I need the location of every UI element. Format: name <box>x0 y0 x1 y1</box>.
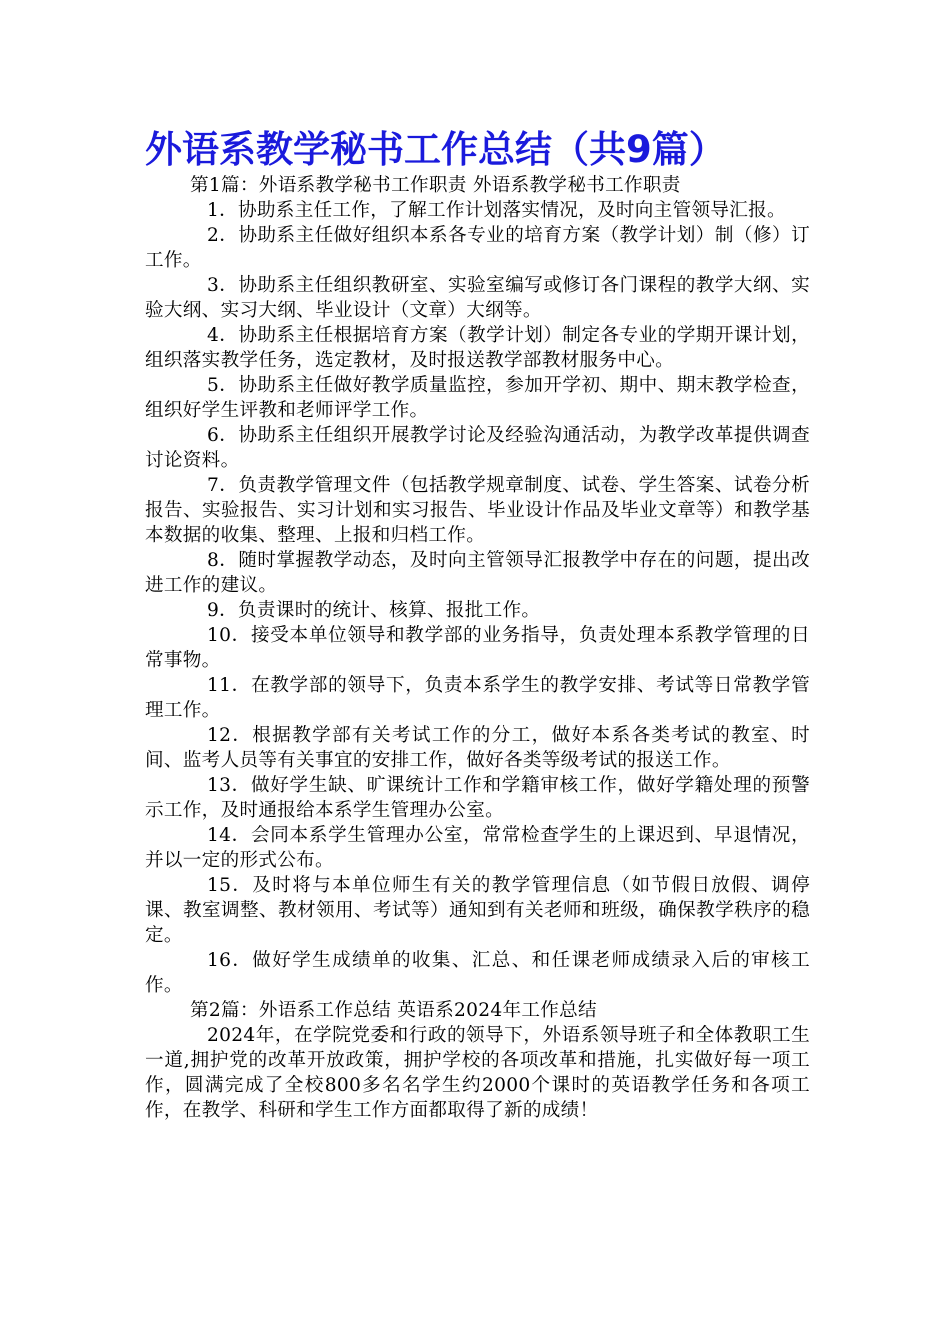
duty-item: 16．做好学生成绩单的收集、汇总、和任课老师成绩录入后的审核工作。 <box>145 950 810 996</box>
duty-item: 15．及时将与本单位师生有关的教学管理信息（如节假日放假、调停课、教室调整、教材领用、考试等）通知到有关老师和班级，确保教学秩序的稳定。 <box>145 875 810 946</box>
duty-item: 11．在教学部的领导下，负责本系学生的教学安排、考试等日常教学管理工作。 <box>145 675 810 721</box>
duty-item: 6．协助系主任组织开展教学讨论及经验沟通活动，为教学改革提供调查讨论资料。 <box>145 425 810 471</box>
document-title: 外语系教学秘书工作总结（共9篇） <box>145 128 726 171</box>
duty-item: 7．负责教学管理文件（包括教学规章制度、试卷、学生答案、试卷分析报告、实验报告、实习计划和实习报告、毕业设计作品及毕业文章等）和教学基本数据的收集、整理、上报和归档工作。 <box>145 475 810 546</box>
section-heading: 第1篇：外语系教学秘书工作职责 外语系教学秘书工作职责 <box>190 175 681 196</box>
duty-item: 9．负责课时的统计、核算、报批工作。 <box>207 600 541 621</box>
duty-item: 12．根据教学部有关考试工作的分工，做好本系各类考试的教室、时间、监考人员等有关事宜的安排工作，做好各类等级考试的报送工作。 <box>145 725 810 771</box>
section-heading: 第2篇：外语系工作总结 英语系2024年工作总结 <box>190 1000 597 1021</box>
body-paragraph: 2024年，在学院党委和行政的领导下，外语系领导班子和全体教职工生一道,拥护党的改革开放政策，拥护学校的各项改革和措施，扎实做好每一项工作，圆满完成了全校800多名名学生约2000个课时的英语教学任务和各项工作，在教学、科研和学生工作方面都取得了新的成绩！ <box>145 1025 810 1121</box>
duty-item: 8．随时掌握教学动态，及时向主管领导汇报教学中存在的问题，提出改进工作的建议。 <box>145 550 810 596</box>
document-body <box>145 173 810 1123</box>
duty-item: 4．协助系主任根据培育方案（教学计划）制定各专业的学期开课计划，组织落实教学任务，选定教材，及时报送教学部教材服务中心。 <box>145 325 810 371</box>
duty-item: 14．会同本系学生管理办公室，常常检查学生的上课迟到、早退情况，并以一定的形式公布。 <box>145 825 810 871</box>
duty-item: 10．接受本单位领导和教学部的业务指导，负责处理本系教学管理的日常事物。 <box>145 625 810 671</box>
duty-item: 2．协助系主任做好组织本系各专业的培育方案（教学计划）制（修）订工作。 <box>145 225 810 271</box>
duty-item: 13．做好学生缺、旷课统计工作和学籍审核工作，做好学籍处理的预警示工作，及时通报给本系学生管理办公室。 <box>145 775 810 821</box>
duty-item: 5．协助系主任做好教学质量监控，参加开学初、期中、期末教学检查，组织好学生评教和老师评学工作。 <box>145 375 810 421</box>
duty-item: 1．协助系主任工作，了解工作计划落实情况，及时向主管领导汇报。 <box>207 200 786 221</box>
duty-item: 3．协助系主任组织教研室、实验室编写或修订各门课程的教学大纲、实验大纲、实习大纲、毕业设计（文章）大纲等。 <box>145 275 810 321</box>
